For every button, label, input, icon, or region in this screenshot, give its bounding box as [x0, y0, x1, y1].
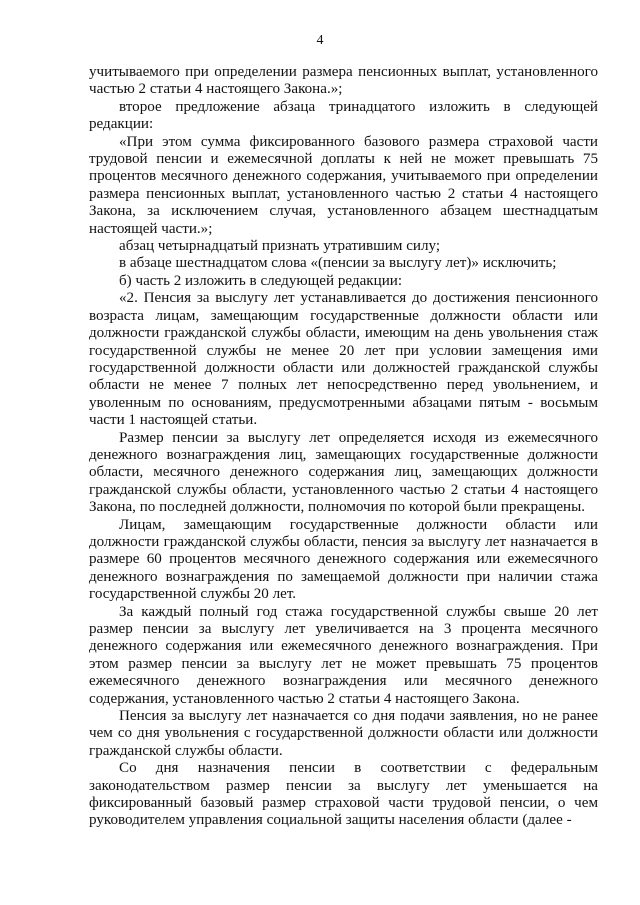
- paragraph-10: За каждый полный год стажа государственной службы свыше 20 лет размер пенсии за выслугу лет увеличивается на 3 процента месячного денежного содержания или ежемесячного денежного вознаграждения. При этом размер пенсии за выслугу лет не может превышать 75 процентов ежемесячного денежного вознаграждения или месячного денежного содержания, установленного частью 2 статьи 4 настоящего Закона.: [89, 603, 598, 707]
- paragraph-9: Лицам, замещающим государственные должности области или должности гражданской службы области, пенсия за выслугу лет назначается в размере 60 процентов месячного денежного содержания или ежемесячного денежного вознаграждения по замещаемой должности при наличии стажа государственной службы 20 лет.: [89, 516, 598, 603]
- paragraph-4: абзац четырнадцатый признать утратившим силу;: [119, 238, 441, 255]
- document-body: [89, 64, 598, 830]
- paragraph-2: второе предложение абзаца тринадцатого изложить в следующей редакции:: [89, 98, 598, 133]
- paragraph-12: Со дня назначения пенсии в соответствии с федеральным законодательством размер пенсии за выслугу лет уменьшается на фиксированный базовый размер страховой части трудовой пенсии, о чем руководителем управления социальной защиты населения области (далее -: [89, 760, 598, 829]
- paragraph-6: б) часть 2 изложить в следующей редакции:: [119, 272, 403, 289]
- paragraph-7: «2. Пенсия за выслугу лет устанавливается до достижения пенсионного возраста лицам, замещающим государственные должности области или должности гражданской службы области, имеющим на день увольнения стаж государственной службы не менее 20 лет при условии замещения ими государственной должности области или должностей гражданской службы области не менее 7 полных лет непосредственно перед увольнением, и уволенным по основаниям, предусмотренными абзацами пятым - восьмым части 1 настоящей статьи.: [89, 290, 598, 429]
- paragraph-5: в абзаце шестнадцатом слова «(пенсии за выслугу лет)» исключить;: [119, 255, 557, 272]
- paragraph-8: Размер пенсии за выслугу лет определяется исходя из ежемесячного денежного вознаграждения лиц, замещающих государственные должности области, месячного денежного содержания лиц, замещающих должности гражданской службы области, установленного частью 2 статьи 4 настоящего Закона, по последней должности, полномочия по которой были прекращены.: [89, 429, 598, 516]
- paragraph-3: «При этом сумма фиксированного базового размера страховой части трудовой пенсии и ежемесячной доплаты к ней не может превышать 75 процентов месячного денежного содержания, учитываемого при определении размера пенсионных выплат, установленного частью 2 статьи 4 настоящего Закона, за исключением случая, установленного абзацем шестнадцатым настоящей части.»;: [89, 133, 598, 237]
- paragraph-11: Пенсия за выслугу лет назначается со дня подачи заявления, но не ранее чем со дня увольнения с государственной должности области или должности гражданской службы области.: [89, 708, 598, 759]
- paragraph-1: учитываемого при определении размера пенсионных выплат, установленного частью 2 статьи 4 настоящего Закона.»;: [89, 64, 598, 98]
- page-number: 4: [316, 33, 324, 48]
